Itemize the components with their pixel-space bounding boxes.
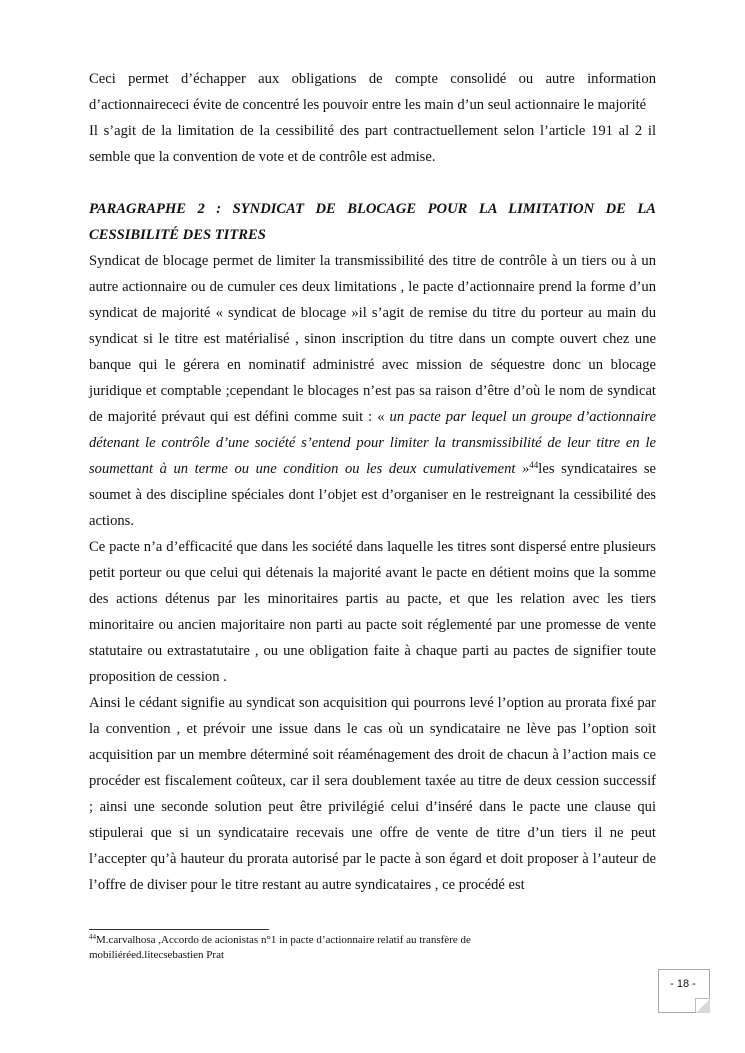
footnote-text: M.carvalhosa ,Accordo de acionistas n°1 in pacte d’actionnaire relatif au transfère de mobiliéréed.litecsebastien Prat	[89, 934, 471, 961]
page-number: - 18 -	[670, 978, 696, 990]
footnote-number: 44	[89, 933, 96, 941]
footnote-separator	[89, 929, 269, 930]
paragraph-1: Ceci permet d’échapper aux obligations de compte consolidé ou autre information d’actionnairececi évite de concentré les pouvoir entre les main d’un seul actionnaire le majorité	[89, 71, 656, 113]
paragraph-5: Ainsi le cédant signifie au syndicat son acquisition qui pourrons levé l’option au prorata fixé par la convention , et prévoir une issue dans le cas où un syndicataire ne lève pas l’option soit acquisition par un membre déterminé soit réaménagement des droit de chacun à l’action mais ce procéder est fiscalement coûteux, car il sera doublement taxée au titre de deux cession successif ; ainsi une seconde solution peut être privilégié celui d’inséré dans le pacte une clause qui stipulerai que si un syndicataire recevais une offre de vente de titre d’un tiers il ne peut l’accepter qu’à hauteur du prorata autorisé par le pacte à son égard et doit proposer à l’auteur de l’offre de diviser pour le titre restant au autre syndicataires , ce procédé est	[89, 695, 656, 893]
footnote-reference[interactable]: 44	[529, 460, 539, 470]
paragraph-3-text: Syndicat de blocage permet de limiter la transmissibilité des titre de contrôle à un tiers ou à un autre actionnaire ou de cumuler ces deux limitations , le pacte d’actionnaire prend la forme d’un syndicat de majorité « syndicat de blocage »il s’agit de remise du titre du porteur au main du syndicat si le titre est matérialisé , sinon inscription du titre dans un compte ouvert chez une banque qui le gérera en nominatif administré avec mission de séquestre donc un blocage juridique et comptable ;cependant le blocages n’est pas sa raison d’être d’où le nom de syndicat de majorité prévaut qui est défini comme suit : «	[89, 253, 656, 425]
paragraph-3-end: les syndicataires se soumet à des discipline spéciales dont l’objet est d’organiser en le restreignant la cessibilité des actions.	[89, 461, 656, 529]
section-heading: PARAGRAPHE 2 : SYNDICAT DE BLOCAGE POUR LA LIMITATION DE LA CESSIBILITÉ DES TITRES	[89, 201, 656, 243]
page-curl-icon	[695, 998, 710, 1013]
paragraph-2: Il s’agit de la limitation de la cessibilité des part contractuellement selon l’article 191 al 2 il semble que la convention de vote et de contrôle est admise.	[89, 123, 656, 165]
footnote	[89, 933, 559, 963]
page-number-box	[658, 969, 710, 1013]
paragraph-3	[89, 248, 656, 534]
page-body	[89, 66, 656, 898]
paragraph-4: Ce pacte n’a d’efficacité que dans les société dans laquelle les titres sont dispersé entre plusieurs petit porteur ou que celui qui détenais la majorité avant le pacte en détient moins que la somme des actions détenus par les minoritaires partis au pacte, et que les relation avec les tiers minoritaire ou ancien majoritaire non parti au pacte soit réglementé par une promesse de vente statutaire ou extrastatutaire , ou une obligation faite à chaque parti au pactes de signifier toute proposition de cession .	[89, 539, 656, 685]
definition-quote: un pacte par lequel un groupe d’actionnaire détenant le contrôle d’une société s’entend pour limiter la transmissibilité de leur titre en le soumettant à un terme ou une condition ou les deux cumulativement »	[89, 409, 656, 477]
